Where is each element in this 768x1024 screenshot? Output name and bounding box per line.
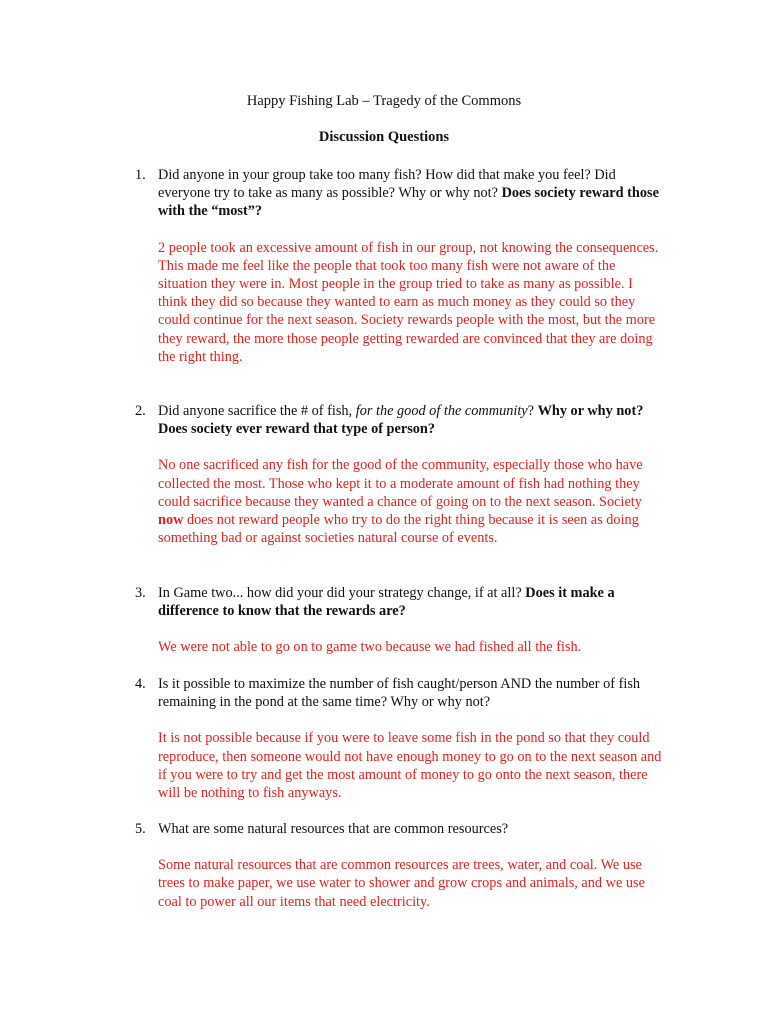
question-plain-text: In Game two... how did your did your strategy change, if at all? bbox=[158, 585, 526, 601]
question-italic-text: for the good of the community bbox=[355, 403, 528, 419]
answer-text: Some natural resources that are common resources are trees, water, and coal. We use trees to make paper, we use water to shower and grow crops and animals, and we use coal to power all our items that need electricity. bbox=[158, 857, 645, 910]
question-5 bbox=[135, 820, 665, 911]
question-4 bbox=[135, 675, 665, 802]
question-number: 3. bbox=[135, 585, 146, 601]
document-title: Happy Fishing Lab – Tragedy of the Commons bbox=[246, 93, 522, 109]
question-number: 5. bbox=[135, 821, 146, 837]
question-2 bbox=[135, 402, 665, 547]
question-number: 1. bbox=[135, 167, 146, 183]
question-number: 4. bbox=[135, 676, 146, 692]
question-text bbox=[158, 166, 665, 221]
question-plain-text: Did anyone sacrifice the # of fish, bbox=[158, 403, 356, 419]
question-text bbox=[158, 402, 665, 438]
answer-text: 2 people took an excessive amount of fish in our group, not knowing the consequences. This made me feel like the people that took too many fish were not aware of the situation they were in. Most people in the group tried to take as many as possible. I think they did so because they wanted to earn as much money as they could so they could continue for the next season. Society rewards people with the most, but the more they reward, the more those people getting rewarded are convinced that they are doing the right thing. bbox=[158, 239, 659, 365]
question-bold-text: Does it make a difference to know that the rewards are? bbox=[158, 585, 615, 620]
answer-text: We were not able to go on to game two because we had fished all the fish. bbox=[158, 639, 582, 656]
document-subtitle: Discussion Questions bbox=[318, 129, 450, 145]
question-bold-text: Does society reward those with the “most”? bbox=[158, 185, 659, 220]
question-bold-text: Why or why not? Does society ever reward that type of person? bbox=[158, 403, 644, 438]
answer-bold-word: now bbox=[158, 512, 184, 529]
question-text bbox=[158, 675, 665, 711]
question-plain-text-2: ? bbox=[527, 403, 538, 419]
question-text bbox=[158, 820, 665, 838]
question-plain-text: What are some natural resources that are common resources? bbox=[158, 821, 509, 837]
answer-part-1: No one sacrificed any fish for the good of the community, especially those who have collected the most. Those who kept it to a moderate amount of fish had nothing they could sacrifice because they wanted a chance of going on to the next season. Society bbox=[158, 457, 643, 510]
question-1 bbox=[135, 166, 665, 366]
question-plain-text: Did anyone in your group take too many fish? How did that make you feel? Did everyone try to take as many as possible? Why or why not? bbox=[158, 167, 616, 202]
question-text bbox=[158, 584, 665, 620]
question-plain-text: Is it possible to maximize the number of fish caught/person AND the number of fish remaining in the pond at the same time? Why or why not? bbox=[158, 676, 641, 711]
question-3 bbox=[135, 584, 665, 657]
answer-part-2: does not reward people who try to do the right thing because it is seen as doing something bad or against societies natural course of events. bbox=[158, 512, 639, 547]
question-number: 2. bbox=[135, 403, 146, 419]
answer-text: It is not possible because if you were to leave some fish in the pond so that they could reproduce, then someone would not have enough money to go on to the next season and if you were to try and get the most amount of money to go onto the next season, there will be nothing to fish anyways. bbox=[158, 730, 662, 802]
answer-text bbox=[158, 456, 665, 547]
